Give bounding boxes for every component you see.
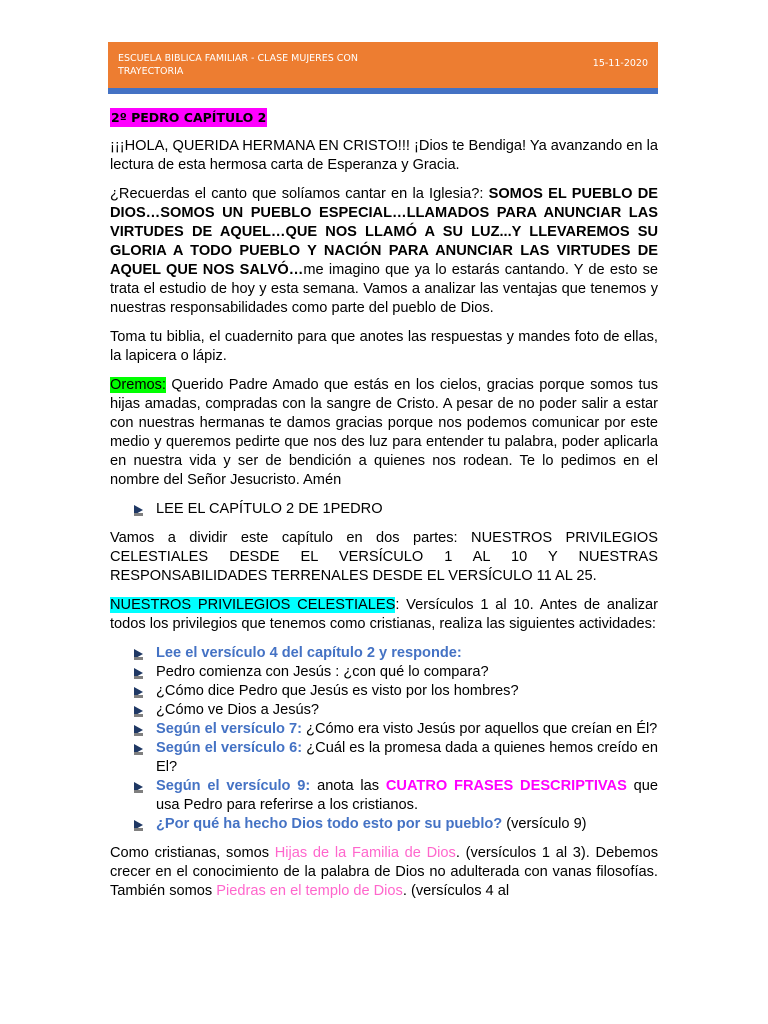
list-item <box>110 777 658 815</box>
read-list <box>110 500 658 519</box>
identity-text: . (versículos 1 al 3). Debemos crecer en el conocimiento de la palabra de Dios no adulterada con vanas filosofías. También somos <box>110 845 658 899</box>
privileges-paragraph <box>110 596 658 634</box>
division-paragraph: Vamos a dividir este capítulo en dos partes: NUESTROS PRIVILEGIOS CELESTIALES DESDE EL VERSÍCULO 1 AL 10 Y NUESTRAS RESPONSABILIDADES TERRENALES DESDE EL VERSÍCULO 11 AL 25. <box>110 530 658 584</box>
list-item <box>110 815 658 834</box>
prayer-text: Querido Padre Amado que estás en los cielos, gracias porque somos tus hijas amadas, compradas con la sangre de Cristo. A pesar de no poder salir a estar con nuestras hermanas te damos gracias porque nos podemos comunicar por este medio y queremos pedirte que nos des luz para entender tu palabra, poder aplicarla en nuestra vida y ser de bendición a quienes nos rodean. Te lo pedimos en el nombre del Señor Jesucristo. Amén <box>110 377 658 488</box>
song-lyrics: SOMOS EL PUEBLO DE DIOS…SOMOS UN PUEBLO ESPECIAL…LLAMADOS PARA ANUNCIAR LAS VIRTUDES DE AQUEL…QUE NOS LLAMÓ A SU LUZ...Y LLEVAREMOS SU GLORIA A TODO PUEBLO Y NACIÓN PARA ANUNCIAR LAS VIRTUDES DE AQUEL QUE NOS SALVÓ… <box>110 186 658 278</box>
arrow-bullet-icon <box>134 725 143 735</box>
prayer-label: Oremos: <box>110 377 166 393</box>
list-item <box>110 500 658 519</box>
arrow-bullet-icon <box>134 649 143 659</box>
activity-text: que usa Pedro para referirse a los cristianos. <box>156 778 658 813</box>
identity-paragraph <box>110 844 658 901</box>
activity-text: ¿Cuál es la promesa dada a quienes hemos creído en El? <box>156 740 658 775</box>
activity-text: ¿Cómo era visto Jesús por aquellos que creían en Él? <box>302 721 658 737</box>
activity-label: Según el versículo 9: <box>156 778 311 794</box>
header-bar <box>108 42 658 88</box>
list-item <box>110 701 658 720</box>
privileges-text: : Versículos 1 al 10. Antes de analizar todos los privilegios que tenemos como cristianas, realiza las siguientes actividades: <box>110 597 658 632</box>
chapter-title: 2º PEDRO CAPÍTULO 2 <box>111 110 267 125</box>
list-item <box>110 682 658 701</box>
activity-heading: Lee el versículo 4 del capítulo 2 y responde: <box>156 645 462 661</box>
activity-label: Según el versículo 6: <box>156 740 303 756</box>
header-date: 15-11-2020 <box>592 58 648 69</box>
header-title: ESCUELA BIBLICA FAMILIAR - CLASE MUJERES CON TRAYECTORIA <box>118 53 359 77</box>
activity-label: Según el versículo 7: <box>156 721 302 737</box>
activity-text: ¿Cómo ve Dios a Jesús? <box>156 702 320 718</box>
header-underline <box>108 88 658 94</box>
arrow-bullet-icon <box>134 820 143 830</box>
identity-highlight: Hijas de la Familia de Dios <box>274 845 456 861</box>
activities-list <box>110 644 658 834</box>
read-item-text: LEE EL CAPÍTULO 2 DE 1PEDRO <box>156 501 383 517</box>
identity-text: Como cristianas, somos <box>110 845 275 861</box>
list-item <box>110 644 658 663</box>
identity-text: . (versículos 4 al <box>402 883 510 899</box>
materials-paragraph: Toma tu biblia, el cuadernito para que anotes las respuestas y mandes foto de ellas, la lapicera o lápiz. <box>110 329 658 364</box>
arrow-bullet-icon <box>134 668 143 678</box>
greeting-paragraph: ¡¡¡HOLA, QUERIDA HERMANA EN CRISTO!!! ¡Dios te Bendiga! Ya avanzando en la lectura de esta hermosa carta de Esperanza y Gracia. <box>110 138 658 173</box>
arrow-bullet-icon <box>134 687 143 697</box>
list-item <box>110 720 658 739</box>
activity-text: (versículo 9) <box>502 816 587 832</box>
activity-label: ¿Por qué ha hecho Dios todo esto por su pueblo? <box>156 816 503 832</box>
song-paragraph <box>110 185 658 318</box>
song-intro: ¿Recuerdas el canto que solíamos cantar en la Iglesia?: <box>110 186 489 202</box>
prayer-paragraph <box>110 376 658 490</box>
arrow-bullet-icon <box>134 505 143 515</box>
arrow-bullet-icon <box>134 744 143 754</box>
list-item <box>110 739 658 777</box>
song-rest: me imagino que ya lo estarás cantando. Y de esto se trata el estudio de hoy y esta semana. Vamos a analizar las ventajas que tenemos y nuestras responsabilidades como parte del pueblo de Dios. <box>110 262 658 316</box>
activity-text: Pedro comienza con Jesús : ¿con qué lo compara? <box>156 664 489 680</box>
activity-text: ¿Cómo dice Pedro que Jesús es visto por los hombres? <box>156 683 519 699</box>
privileges-label: NUESTROS PRIVILEGIOS CELESTIALES <box>110 597 396 613</box>
activity-highlight: CUATRO FRASES DESCRIPTIVAS <box>385 778 627 794</box>
arrow-bullet-icon <box>134 706 143 716</box>
document-body <box>110 108 658 911</box>
identity-highlight: Piedras en el templo de Dios <box>216 883 403 899</box>
list-item <box>110 663 658 682</box>
activity-text: anota las <box>310 778 386 794</box>
arrow-bullet-icon <box>134 782 143 792</box>
